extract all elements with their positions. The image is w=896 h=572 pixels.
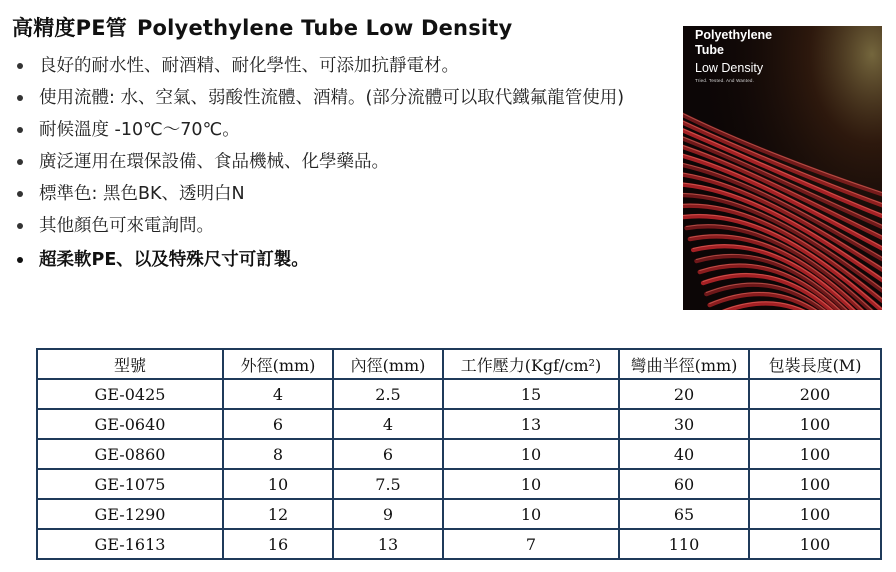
cell-package-length: 100 (749, 499, 881, 529)
col-header-inner-diameter: 內徑(mm) (333, 349, 443, 379)
cell-working-pressure: 7 (443, 529, 619, 559)
feature-item (12, 146, 672, 178)
cell-inner-diameter: 9 (333, 499, 443, 529)
cell-inner-diameter: 13 (333, 529, 443, 559)
table-row (37, 469, 881, 499)
bullet-dot-icon (17, 95, 23, 101)
col-header-working-pressure: 工作壓力(Kgf/cm²) (443, 349, 619, 379)
feature-text: 良好的耐水性、耐酒精、耐化學性、可添加抗靜電材。 (39, 56, 459, 76)
cell-outer-diameter: 12 (223, 499, 333, 529)
cell-working-pressure: 10 (443, 469, 619, 499)
cell-model: GE-0425 (37, 379, 223, 409)
cell-outer-diameter: 10 (223, 469, 333, 499)
table-row (37, 529, 881, 559)
cell-package-length: 100 (749, 409, 881, 439)
cell-bend-radius: 65 (619, 499, 749, 529)
cell-outer-diameter: 4 (223, 379, 333, 409)
bullet-dot-icon (17, 191, 23, 197)
cell-outer-diameter: 16 (223, 529, 333, 559)
bullet-dot-icon (17, 63, 23, 69)
bullet-dot-icon (17, 257, 23, 263)
table-row (37, 499, 881, 529)
cell-model: GE-1613 (37, 529, 223, 559)
cell-package-length: 100 (749, 439, 881, 469)
feature-text: 其他顏色可來電詢問。 (39, 216, 214, 236)
bullet-dot-icon (17, 127, 23, 133)
col-header-bend-radius: 彎曲半徑(mm) (619, 349, 749, 379)
cover-subtitle: Low Density (695, 61, 764, 75)
table-row (37, 409, 881, 439)
cell-bend-radius: 60 (619, 469, 749, 499)
cell-model: GE-1290 (37, 499, 223, 529)
cell-working-pressure: 10 (443, 499, 619, 529)
feature-item (12, 50, 672, 82)
table-header-row (37, 349, 881, 379)
feature-text: 使用流體: 水、空氣、弱酸性流體、酒精。(部分流體可以取代鐵氟龍管使用) (39, 88, 625, 108)
bullet-dot-icon (17, 223, 23, 229)
table-row (37, 379, 881, 409)
cover-title-line1: Polyethylene (695, 28, 773, 42)
page-title (12, 12, 512, 42)
cell-package-length: 100 (749, 529, 881, 559)
cell-bend-radius: 30 (619, 409, 749, 439)
feature-text: 耐候溫度 -10℃～70℃。 (39, 120, 240, 140)
cover-title (695, 28, 772, 58)
feature-text: 廣泛運用在環保設備、食品機械、化學藥品。 (39, 152, 389, 172)
title-zh: 高精度PE管 (12, 16, 127, 40)
feature-list (12, 50, 672, 276)
cell-inner-diameter: 4 (333, 409, 443, 439)
cell-model: GE-0860 (37, 439, 223, 469)
feature-item (12, 178, 672, 210)
col-header-model: 型號 (37, 349, 223, 379)
col-header-package-length: 包裝長度(M) (749, 349, 881, 379)
cell-bend-radius: 110 (619, 529, 749, 559)
product-cover-image (683, 26, 882, 310)
cell-model: GE-1075 (37, 469, 223, 499)
cell-working-pressure: 15 (443, 379, 619, 409)
cell-bend-radius: 20 (619, 379, 749, 409)
cell-inner-diameter: 7.5 (333, 469, 443, 499)
cell-working-pressure: 10 (443, 439, 619, 469)
feature-item (12, 210, 672, 242)
cell-working-pressure: 13 (443, 409, 619, 439)
feature-text: 超柔軟PE、以及特殊尺寸可訂製。 (39, 250, 309, 270)
bullet-dot-icon (17, 159, 23, 165)
cell-inner-diameter: 2.5 (333, 379, 443, 409)
spec-table (36, 348, 882, 560)
cell-model: GE-0640 (37, 409, 223, 439)
cover-title-line2: Tube (695, 43, 724, 57)
cell-outer-diameter: 6 (223, 409, 333, 439)
col-header-outer-diameter: 外徑(mm) (223, 349, 333, 379)
feature-item (12, 114, 672, 146)
cell-package-length: 100 (749, 469, 881, 499)
table-row (37, 439, 881, 469)
cell-inner-diameter: 6 (333, 439, 443, 469)
cover-tagline: Tried. Tested. And Wanted. (695, 78, 755, 83)
cell-outer-diameter: 8 (223, 439, 333, 469)
feature-item-highlight (12, 244, 672, 276)
cell-bend-radius: 40 (619, 439, 749, 469)
feature-text: 標準色: 黑色BK、透明白N (39, 184, 245, 204)
feature-item (12, 82, 672, 114)
cell-package-length: 200 (749, 379, 881, 409)
title-en: Polyethylene Tube Low Density (136, 16, 513, 40)
